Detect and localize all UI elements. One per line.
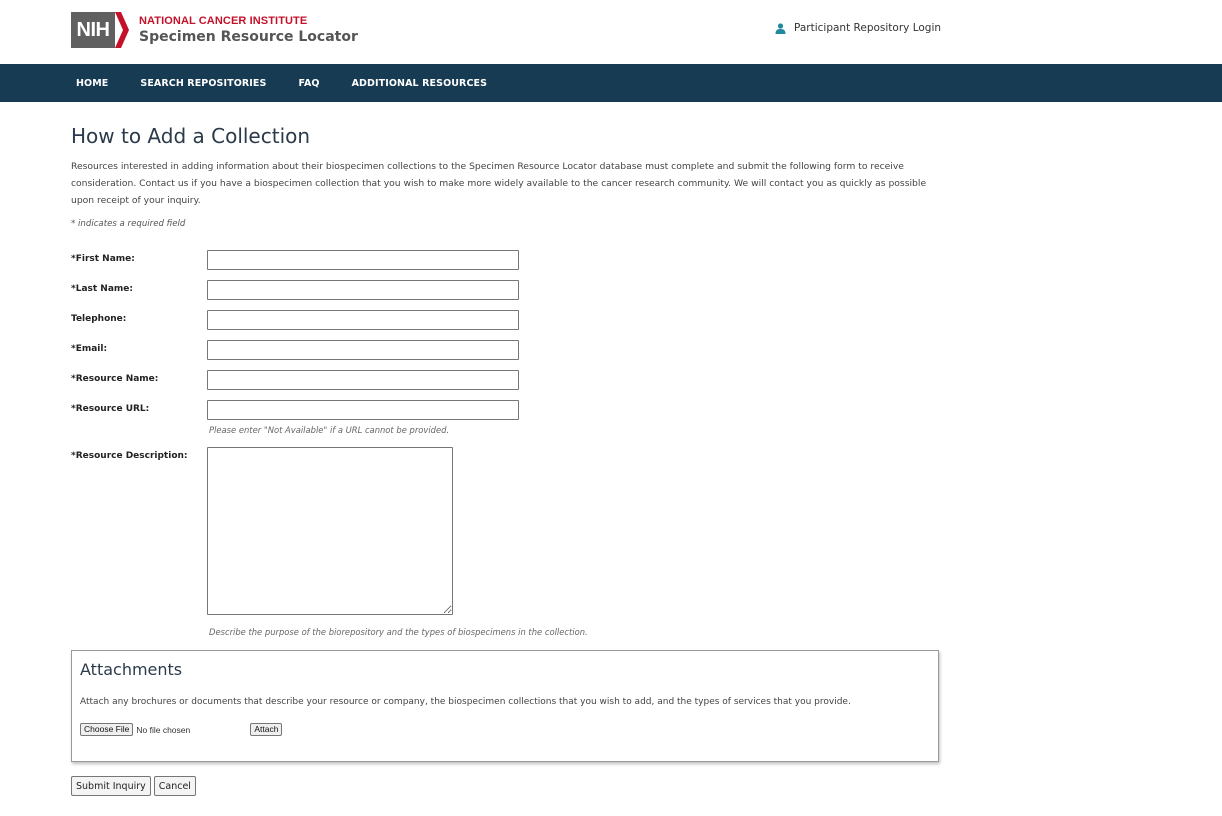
site-header — [0, 0, 1222, 64]
nih-logo-mark: NIH — [71, 12, 115, 48]
resource-url-hint: Please enter "Not Available" if a URL cannot be provided. — [209, 425, 450, 435]
logo-text — [139, 15, 358, 45]
nav-search-repositories[interactable]: SEARCH REPOSITORIES — [140, 77, 267, 89]
file-status: No file chosen — [136, 724, 191, 735]
resource-description-hint: Describe the purpose of the biorepository and the types of biospecimens in the collection. — [209, 627, 588, 637]
first-name-label: *First Name: — [71, 254, 135, 264]
last-name-label: *Last Name: — [71, 284, 133, 294]
email-label: *Email: — [71, 344, 108, 354]
login-label: Participant Repository Login — [794, 22, 942, 34]
nav-home[interactable]: HOME — [76, 77, 109, 89]
resource-url-input[interactable] — [207, 400, 519, 420]
first-name-row — [71, 250, 551, 270]
page-title: How to Add a Collection — [71, 124, 311, 148]
resource-description-row — [71, 447, 551, 617]
choose-file-button[interactable]: Choose File — [80, 723, 133, 736]
product-name: Specimen Resource Locator — [139, 28, 358, 45]
resource-name-input[interactable] — [207, 370, 519, 390]
telephone-row — [71, 310, 551, 330]
main-content — [71, 124, 951, 637]
intro-text: Resources interested in adding information about their biospecimen collections to the Specimen Resource Locator database must complete and submit the following form to receive consideration. Contact us if you have a biospecimen collection that you wish to make more widely available to the cancer research community. We will contact you as quickly as possible upon receipt of your inquiry. — [71, 161, 927, 206]
site-logo[interactable] — [71, 12, 358, 48]
person-icon — [775, 23, 786, 34]
last-name-row — [71, 280, 551, 300]
attachments-panel — [71, 650, 939, 762]
attachments-title: Attachments — [80, 660, 183, 679]
resource-url-row — [71, 400, 551, 420]
file-picker-row — [80, 723, 282, 736]
resource-name-label: *Resource Name: — [71, 374, 159, 384]
attachments-text: Attach any brochures or documents that describe your resource or company, the biospecimen collections that you wish to add, and the types of services that you provide. — [80, 697, 851, 707]
telephone-label: Telephone: — [71, 314, 127, 324]
resource-name-row — [71, 370, 551, 390]
resource-url-label: *Resource URL: — [71, 404, 150, 414]
email-input[interactable] — [207, 340, 519, 360]
email-row — [71, 340, 551, 360]
institute-name: NATIONAL CANCER INSTITUTE — [139, 14, 308, 27]
first-name-input[interactable] — [207, 250, 519, 270]
submit-inquiry-button[interactable]: Submit Inquiry — [71, 776, 151, 796]
participant-login-link[interactable] — [775, 22, 941, 34]
required-note: * indicates a required field — [71, 219, 186, 229]
nav-additional-resources[interactable]: ADDITIONAL RESOURCES — [351, 77, 488, 89]
form-actions — [71, 776, 199, 796]
nih-chevron-icon — [115, 12, 129, 48]
main-nav — [0, 64, 1222, 102]
telephone-input[interactable] — [207, 310, 519, 330]
resource-description-label: *Resource Description: — [71, 451, 188, 461]
attach-button[interactable]: Attach — [250, 723, 282, 736]
last-name-input[interactable] — [207, 280, 519, 300]
resource-description-textarea[interactable] — [207, 447, 453, 615]
nav-faq[interactable]: FAQ — [298, 77, 320, 89]
cancel-button[interactable]: Cancel — [154, 776, 196, 796]
